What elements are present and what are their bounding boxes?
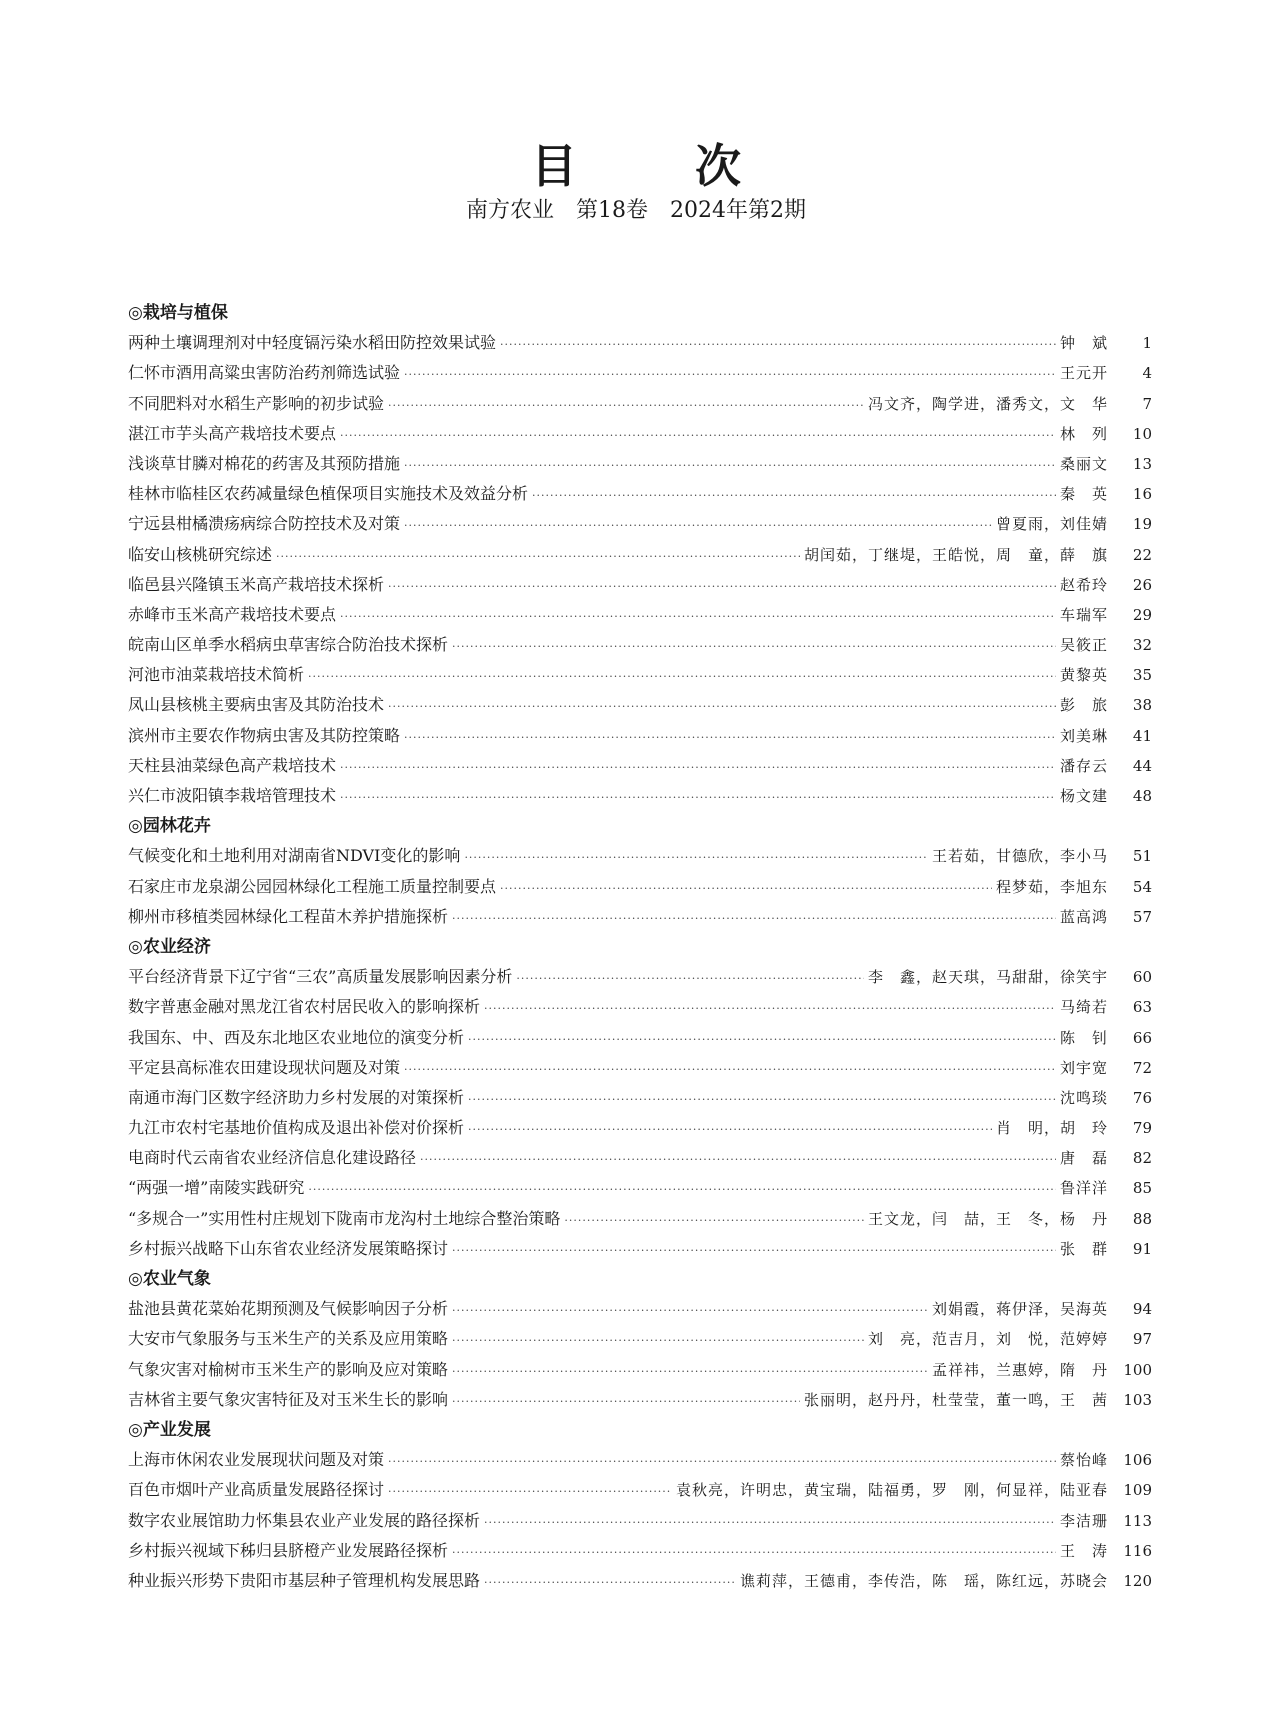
dot-leader <box>388 1477 672 1507</box>
dot-leader <box>452 1236 1056 1266</box>
article-title: 上海市休闲农业发展现状问题及对策 <box>128 1450 385 1470</box>
page-number: 44 <box>1132 756 1152 775</box>
article-authors: 王元开 <box>1059 364 1108 383</box>
page-number: 60 <box>1132 968 1152 987</box>
toc-entry[interactable] <box>128 690 1152 720</box>
page-number: 32 <box>1132 636 1152 655</box>
page-number: 57 <box>1132 907 1152 926</box>
dot-leader <box>484 994 1056 1024</box>
page-number: 10 <box>1132 424 1152 443</box>
article-authors: 蔡怡峰 <box>1059 1451 1108 1470</box>
article-authors: 刘娟霞，蒋伊泽，吴海英 <box>931 1300 1108 1319</box>
article-title: 平台经济背景下辽宁省“三农”高质量发展影响因素分析 <box>128 967 513 987</box>
article-title: 凤山县核桃主要病虫害及其防治技术 <box>128 695 385 715</box>
article-title: 赤峰市玉米高产栽培技术要点 <box>128 604 337 624</box>
page-number: 91 <box>1132 1239 1152 1258</box>
page-number: 100 <box>1123 1360 1152 1379</box>
article-authors: 彭 旅 <box>1059 696 1108 715</box>
page-number: 63 <box>1132 998 1152 1017</box>
dot-leader <box>404 451 1056 481</box>
article-authors: 刘宇宽 <box>1059 1058 1108 1077</box>
toc-entry[interactable] <box>128 1173 1152 1203</box>
article-authors: 孟祥祎，兰惠婷，隋 丹 <box>931 1360 1108 1379</box>
page-number: 109 <box>1123 1481 1152 1500</box>
dot-leader <box>500 874 992 904</box>
dot-leader <box>404 360 1056 390</box>
dot-leader <box>404 511 992 541</box>
page-number: 1 <box>1142 334 1152 353</box>
dot-leader <box>500 330 1056 360</box>
section-heading: ◎栽培与植保 <box>128 303 228 323</box>
toc-entry[interactable] <box>128 1234 1152 1264</box>
toc-entry[interactable] <box>128 721 1152 751</box>
toc-entry[interactable] <box>128 1475 1152 1505</box>
article-title: 柳州市移植类园林绿化工程苗木养护措施探析 <box>128 906 449 926</box>
article-title: 石家庄市龙泉湖公园园林绿化工程施工质量控制要点 <box>128 876 497 896</box>
dot-leader <box>276 542 800 572</box>
toc-entry[interactable] <box>128 1053 1152 1083</box>
toc-entry[interactable] <box>128 419 1152 449</box>
article-authors: 陈 钊 <box>1059 1028 1108 1047</box>
article-authors: 谯莉萍，王德甫，李传浩，陈 瑶，陈红远，苏晓会 <box>739 1571 1108 1590</box>
dot-leader <box>388 1447 1056 1477</box>
toc-entry[interactable] <box>128 449 1152 479</box>
article-title: 浅谈草甘膦对棉花的药害及其预防措施 <box>128 453 401 473</box>
dot-leader <box>516 964 864 994</box>
toc-entry[interactable] <box>128 841 1152 871</box>
page-number: 120 <box>1123 1571 1152 1590</box>
article-title: 桂林市临桂区农药减量绿色植保项目实施技术及效益分析 <box>128 484 529 504</box>
article-authors: 唐 磊 <box>1059 1149 1108 1168</box>
dot-leader <box>340 753 1056 783</box>
article-authors: 王文龙，闫 喆，王 冬，杨 丹 <box>867 1209 1108 1228</box>
dot-leader <box>452 1387 800 1417</box>
dot-leader <box>452 1538 1056 1568</box>
article-title: 气候变化和土地利用对湖南省NDVI变化的影响 <box>128 846 461 866</box>
page-number: 116 <box>1123 1541 1152 1560</box>
toc-entry[interactable] <box>128 1506 1152 1536</box>
article-title: 仁怀市酒用高粱虫害防治药剂筛选试验 <box>128 363 401 383</box>
toc-entry[interactable] <box>128 389 1152 419</box>
section-heading: ◎园林花卉 <box>128 816 211 837</box>
article-authors: 王 涛 <box>1059 1541 1108 1560</box>
article-title: 大安市气象服务与玉米生产的关系及应用策略 <box>128 1329 449 1349</box>
section-heading: ◎产业发展 <box>128 1419 211 1440</box>
toc-entry[interactable] <box>128 570 1152 600</box>
article-authors: 林 列 <box>1059 424 1108 443</box>
article-authors: 袁秋亮，许明忠，黄宝瑞，陆福勇，罗 刚，何显祥，陆亚春 <box>675 1481 1108 1500</box>
toc-entry[interactable] <box>128 328 1152 358</box>
page-number: 97 <box>1132 1330 1152 1349</box>
dot-leader <box>452 632 1056 662</box>
toc-entry[interactable] <box>128 1204 1152 1234</box>
journal-issue-subtitle: 南方农业 第18卷 2024年第2期 <box>466 198 806 223</box>
toc-entry[interactable] <box>128 1294 1152 1324</box>
dot-leader <box>340 602 1056 632</box>
article-title: 数字农业展馆助力怀集县农业产业发展的路径探析 <box>128 1510 481 1530</box>
page-number: 79 <box>1132 1119 1152 1138</box>
page-number: 106 <box>1123 1451 1152 1470</box>
article-authors: 秦 英 <box>1059 485 1108 504</box>
page-number: 38 <box>1132 696 1152 715</box>
toc-entry[interactable] <box>128 1355 1152 1385</box>
page-number: 113 <box>1123 1511 1152 1530</box>
article-authors: 杨文建 <box>1059 787 1108 805</box>
article-title: 河池市油菜栽培技术简析 <box>128 665 305 685</box>
article-authors: 吴筱正 <box>1059 636 1108 655</box>
toc-entry[interactable] <box>128 1023 1152 1053</box>
article-authors: 刘 亮，范吉月，刘 悦，范婷婷 <box>867 1330 1108 1349</box>
toc-entry[interactable] <box>128 1113 1152 1143</box>
article-authors: 冯文齐，陶学进，潘秀文，文 华 <box>867 394 1108 413</box>
article-authors: 肖 明，胡 玲 <box>995 1119 1108 1138</box>
article-authors: 马绮若 <box>1059 998 1108 1017</box>
page-number: 88 <box>1132 1209 1152 1228</box>
article-title: 吉林省主要气象灾害特征及对玉米生长的影响 <box>128 1389 449 1409</box>
article-authors: 黄黎英 <box>1059 666 1108 685</box>
page-number: 51 <box>1132 847 1152 866</box>
page-number: 41 <box>1132 726 1152 745</box>
dot-leader <box>452 1357 928 1387</box>
toc-entry[interactable] <box>128 509 1152 539</box>
toc-entry[interactable] <box>128 1566 1152 1596</box>
article-authors: 钟 斌 <box>1059 334 1108 353</box>
dot-leader <box>452 1296 928 1326</box>
page-number: 7 <box>1142 394 1152 413</box>
article-title: 不同肥料对水稻生产影响的初步试验 <box>128 393 385 413</box>
page-number: 82 <box>1132 1149 1152 1168</box>
article-authors: 曾夏雨，刘佳婧 <box>995 515 1108 534</box>
dot-leader <box>420 1145 1056 1175</box>
article-title: 兴仁市波阳镇李栽培管理技术 <box>128 786 337 805</box>
article-title: 盐池县黄花菜始花期预测及气候影响因子分析 <box>128 1299 449 1319</box>
toc-entry[interactable] <box>128 1445 1152 1475</box>
article-title: 皖南山区单季水稻病虫草害综合防治技术探析 <box>128 635 449 655</box>
article-authors: 桑丽文 <box>1059 454 1108 473</box>
article-title: 乡村振兴视域下秭归县脐橙产业发展路径探析 <box>128 1540 449 1560</box>
dot-leader <box>468 1025 1056 1055</box>
toc-entry[interactable] <box>128 962 1152 992</box>
page-number: 48 <box>1132 787 1152 805</box>
toc-entry[interactable] <box>128 1324 1152 1354</box>
article-title: 临邑县兴隆镇玉米高产栽培技术探析 <box>128 574 385 594</box>
page-number: 16 <box>1132 485 1152 504</box>
article-authors: 刘美琳 <box>1059 726 1108 745</box>
dot-leader <box>564 1206 864 1236</box>
toc-entry[interactable] <box>128 781 1152 811</box>
article-title: 百色市烟叶产业高质量发展路径探讨 <box>128 1480 385 1500</box>
article-title: 乡村振兴战略下山东省农业经济发展策略探讨 <box>128 1238 449 1258</box>
toc-entry[interactable] <box>128 1083 1152 1113</box>
article-authors: 蓝高鸿 <box>1059 907 1108 926</box>
article-title: 数字普惠金融对黑龙江省农村居民收入的影响探析 <box>128 997 481 1017</box>
toc-entry[interactable] <box>128 751 1152 781</box>
article-title: 平定县高标准农田建设现状问题及对策 <box>128 1057 401 1077</box>
dot-leader <box>468 1085 1056 1115</box>
article-title: 滨州市主要农作物病虫害及其防控策略 <box>128 725 401 745</box>
page-number: 103 <box>1123 1390 1152 1409</box>
article-authors: 沈鸣琰 <box>1059 1088 1108 1107</box>
toc-entry[interactable] <box>128 1385 1152 1415</box>
page-number: 66 <box>1132 1028 1152 1047</box>
section-heading: ◎农业经济 <box>128 936 211 957</box>
dot-leader <box>308 662 1056 692</box>
article-title: 南通市海门区数字经济助力乡村发展的对策探析 <box>128 1087 465 1107</box>
article-authors: 潘存云 <box>1059 756 1108 775</box>
article-authors: 赵希玲 <box>1059 575 1108 594</box>
toc-entry[interactable] <box>128 479 1152 509</box>
article-title: 电商时代云南省农业经济信息化建设路径 <box>128 1148 417 1168</box>
article-title: 宁远县柑橘溃疡病综合防控技术及对策 <box>128 514 401 534</box>
article-authors: 张 群 <box>1059 1239 1108 1258</box>
article-authors: 王若茹，甘德欣，李小马 <box>931 847 1108 866</box>
article-authors: 车瑞军 <box>1059 605 1108 624</box>
dot-leader <box>340 421 1056 451</box>
article-title: 天柱县油菜绿色高产栽培技术 <box>128 755 337 775</box>
dot-leader <box>340 783 1056 813</box>
dot-leader <box>404 723 1056 753</box>
toc-entry[interactable] <box>128 600 1152 630</box>
section-heading: ◎农业气象 <box>128 1269 211 1289</box>
article-title: “两强一增”南陵实践研究 <box>128 1178 305 1198</box>
page-title: 目 次 <box>531 139 777 193</box>
page-number: 26 <box>1132 575 1152 594</box>
dot-leader <box>404 1055 1056 1085</box>
dot-leader <box>388 692 1056 722</box>
page-number: 54 <box>1132 877 1152 896</box>
article-authors: 鲁洋洋 <box>1059 1179 1108 1198</box>
article-authors: 胡闰茹，丁继堤，王皓悦，周 童，薛 旗 <box>803 545 1108 564</box>
article-authors: 李洁珊 <box>1059 1511 1108 1530</box>
table-of-contents <box>128 298 1152 1596</box>
dot-leader <box>388 572 1056 602</box>
dot-leader <box>464 843 928 873</box>
dot-leader <box>388 391 864 421</box>
dot-leader <box>452 1326 864 1356</box>
toc-entry[interactable] <box>128 358 1152 388</box>
dot-leader <box>532 481 1056 511</box>
article-title: 两种土壤调理剂对中轻度镉污染水稻田防控效果试验 <box>128 333 497 353</box>
dot-leader <box>308 1175 1056 1205</box>
toc-entry[interactable] <box>128 1143 1152 1173</box>
article-title: 我国东、中、西及东北地区农业地位的演变分析 <box>128 1027 465 1047</box>
page-number: 94 <box>1132 1300 1152 1319</box>
toc-entry[interactable] <box>128 1536 1152 1566</box>
page-number: 76 <box>1132 1088 1152 1107</box>
toc-entry[interactable] <box>128 992 1152 1022</box>
article-title: 九江市农村宅基地价值构成及退出补偿对价探析 <box>128 1118 465 1138</box>
dot-leader <box>468 1115 992 1145</box>
article-authors: 程梦茹，李旭东 <box>995 877 1108 896</box>
article-title: 种业振兴形势下贵阳市基层种子管理机构发展思路 <box>128 1570 481 1590</box>
dot-leader <box>452 904 1056 934</box>
page-number: 13 <box>1132 454 1152 473</box>
article-title: 气象灾害对榆树市玉米生产的影响及应对策略 <box>128 1359 449 1379</box>
page-number: 29 <box>1132 605 1152 624</box>
page-number: 22 <box>1132 545 1152 564</box>
dot-leader <box>484 1568 736 1598</box>
page-number: 4 <box>1142 364 1152 383</box>
dot-leader <box>484 1508 1056 1538</box>
article-authors: 李 鑫，赵天琪，马甜甜，徐笑宇 <box>867 968 1108 987</box>
toc-entry[interactable] <box>128 540 1152 570</box>
article-title: “多规合一”实用性村庄规划下陇南市龙沟村土地综合整治策略 <box>128 1208 561 1228</box>
toc-entry[interactable] <box>128 630 1152 660</box>
page-number: 35 <box>1132 666 1152 685</box>
page-number: 85 <box>1132 1179 1152 1198</box>
toc-entry[interactable] <box>128 902 1152 932</box>
page-number: 19 <box>1132 515 1152 534</box>
article-title: 湛江市芋头高产栽培技术要点 <box>128 423 337 443</box>
toc-entry[interactable] <box>128 660 1152 690</box>
page-number: 72 <box>1132 1058 1152 1077</box>
article-title: 临安山核桃研究综述 <box>128 544 273 564</box>
article-authors: 张丽明，赵丹丹，杜莹莹，董一鸣，王 茜 <box>803 1390 1108 1409</box>
toc-entry[interactable] <box>128 872 1152 902</box>
